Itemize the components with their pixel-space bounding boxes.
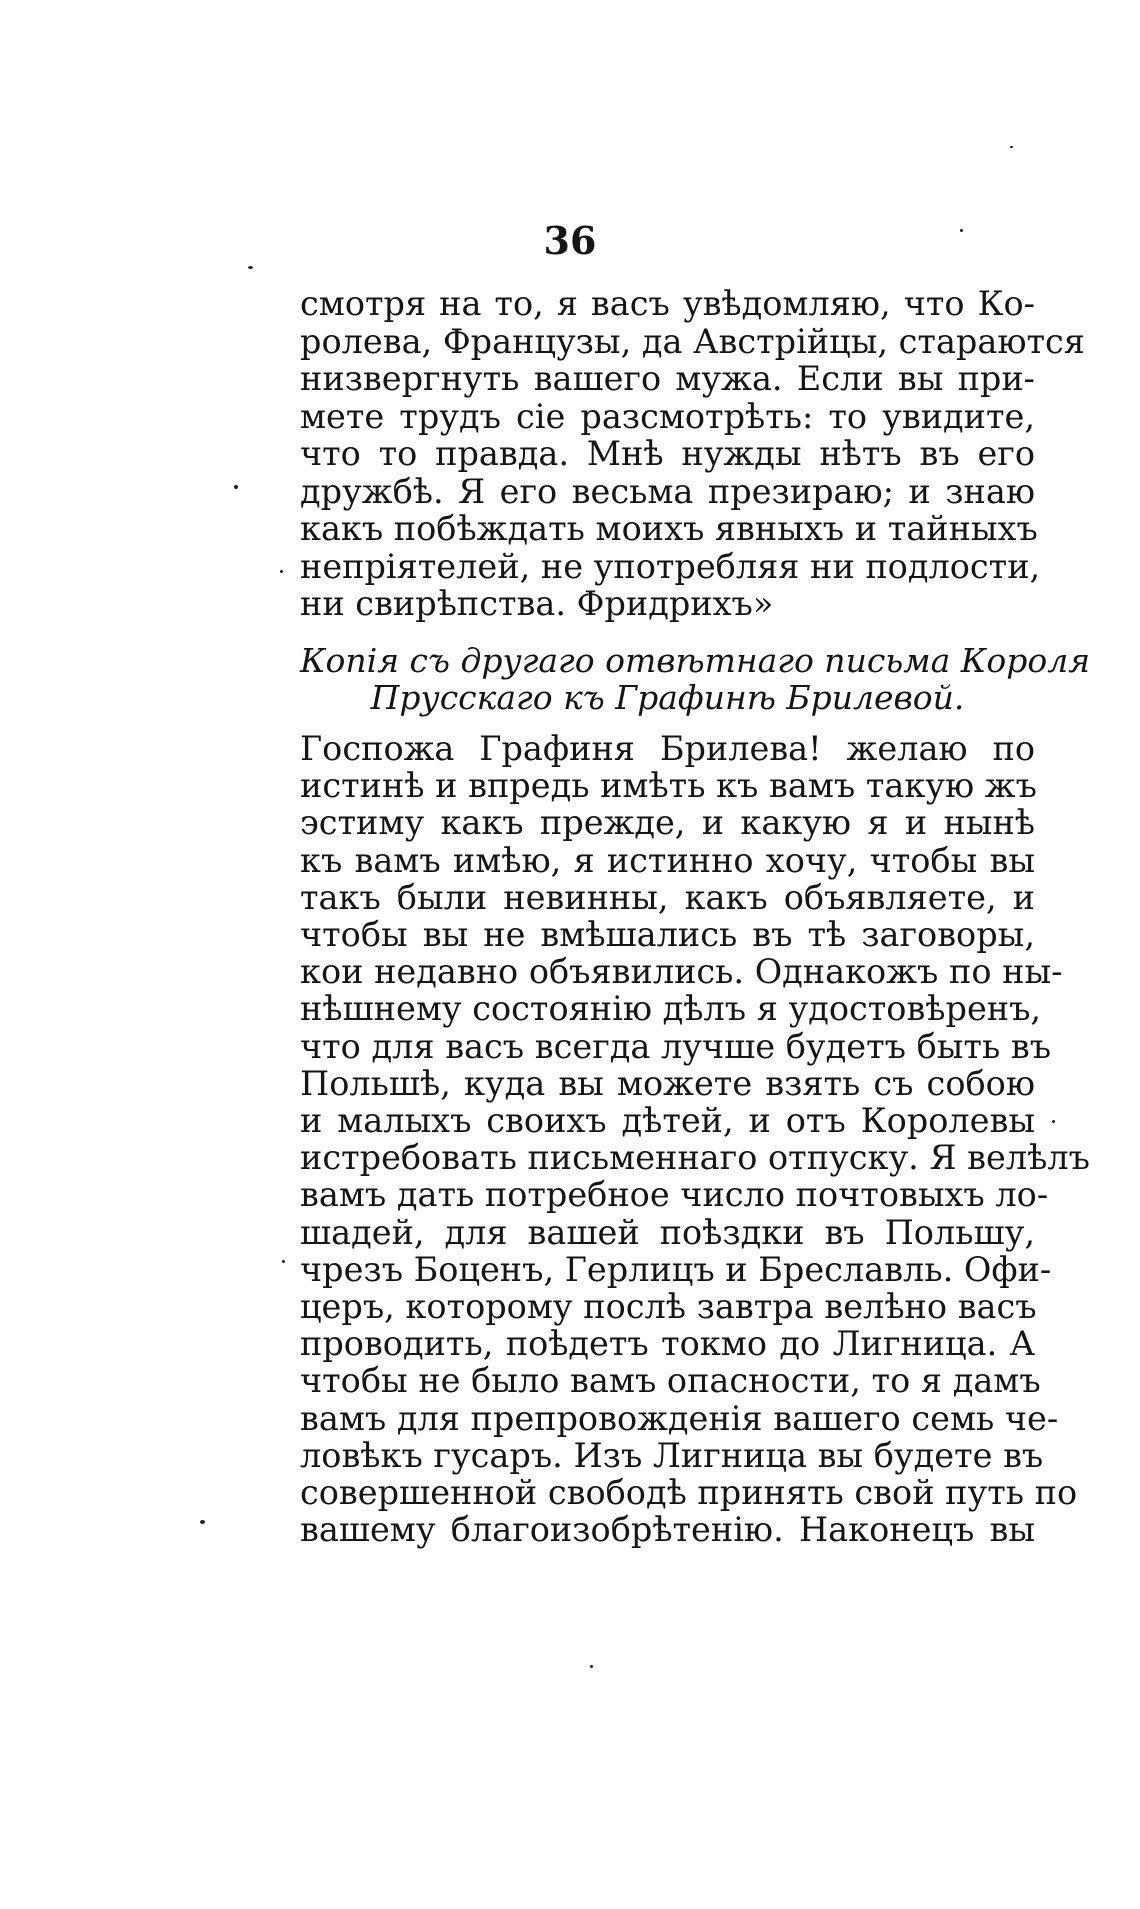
text-line: низвергнуть вашего мужа. Если вы при- [300, 359, 1035, 398]
text-line: вамъ дать потребное число почтовыхъ ло- [300, 1175, 1049, 1215]
text-line: эстиму какъ прежде, и какую я и нынѣ [300, 803, 1035, 843]
scan-speck [280, 570, 283, 573]
text-line: церъ, которому послѣ завтра велѣно васъ [300, 1287, 1037, 1326]
text-line: ролева, Французы, да Австрійцы, стараются [300, 321, 1085, 361]
scan-speck [590, 1665, 593, 1668]
scan-speck [248, 266, 253, 269]
text-line: дружбѣ. Я его весьма презираю; и знаю [300, 471, 1035, 511]
text-line: кои недавно объявились. Однакожъ по ны- [300, 952, 1063, 992]
text-line: совершенной свободѣ принять свой путь по [300, 1473, 1078, 1512]
text-line: вашему благоизобрѣтенію. Наконецъ вы [300, 1510, 1035, 1550]
scan-speck [282, 1260, 285, 1263]
text-line: Польшѣ, куда вы можете взять съ собою [300, 1063, 1035, 1103]
text-line: къ вамъ имѣю, я истинно хочу, чтобы вы [300, 840, 1035, 880]
text-line: Госпожа Графиня Брилева! желаю по [300, 729, 1035, 768]
scan-speck [1052, 1120, 1055, 1123]
text-line: истинѣ и впредь имѣть къ вамъ такую жъ [300, 766, 1037, 806]
text-line: смотря на то, я васъ увѣдомляю, что Ко- [300, 284, 1035, 323]
scan-speck [960, 229, 963, 232]
text-line: шадей, для вашей поѣздки въ Польшу, [300, 1212, 1035, 1252]
text-line: вамъ для препровожденія вашего семь че- [300, 1398, 1059, 1438]
text-line: и малыхъ своихъ дѣтей, и отъ Королевы [300, 1101, 1035, 1140]
text-line: непріятелей, не употребляя ни подлости, [300, 546, 1041, 586]
letter-heading [300, 641, 1091, 717]
text-line: такъ были невинны, какъ объявляете, и [300, 877, 1035, 917]
scan-speck [200, 1520, 205, 1524]
text-line: чтобы вы не вмѣшались въ тѣ заговоры, [300, 915, 1035, 954]
text-line: какъ побѣждать моихъ явныхъ и тайныхъ [300, 509, 1038, 548]
page-number: 36 [543, 218, 597, 263]
text-line: истребовать письменнаго отпуску. Я велѣлъ [300, 1138, 1090, 1178]
text-line: чрезъ Боценъ, Герлицъ и Бреславль. Офи- [300, 1249, 1052, 1289]
text-line: что то правда. Мнѣ нужды нѣтъ въ его [300, 434, 1035, 473]
text-line: что для васъ всегда лучше будетъ быть въ [300, 1026, 1052, 1066]
text-line: проводить, поѣдетъ токмо до Лигница. А [300, 1324, 1035, 1364]
heading-line: Прусскаго къ Графинѣ Брилевой. [370, 678, 965, 717]
text-line: нѣшнему состоянію дѣлъ я удостовѣренъ, [300, 989, 1042, 1029]
text-line: ловѣкъ гусаръ. Изъ Лигница вы будете въ [300, 1435, 1044, 1475]
text-line: ни свирѣпства. Фридрихъ» [300, 584, 774, 623]
scan-speck [1010, 146, 1013, 148]
text-line: чтобы не было вамъ опасности, то я дамъ [300, 1361, 1041, 1401]
text-line: мете трудъ сіе разсмотрѣть: то увидите, [300, 396, 1035, 436]
heading-line: Копія съ другаго отвѣтнаго письма Короля [300, 641, 1091, 680]
scan-speck [234, 485, 238, 489]
